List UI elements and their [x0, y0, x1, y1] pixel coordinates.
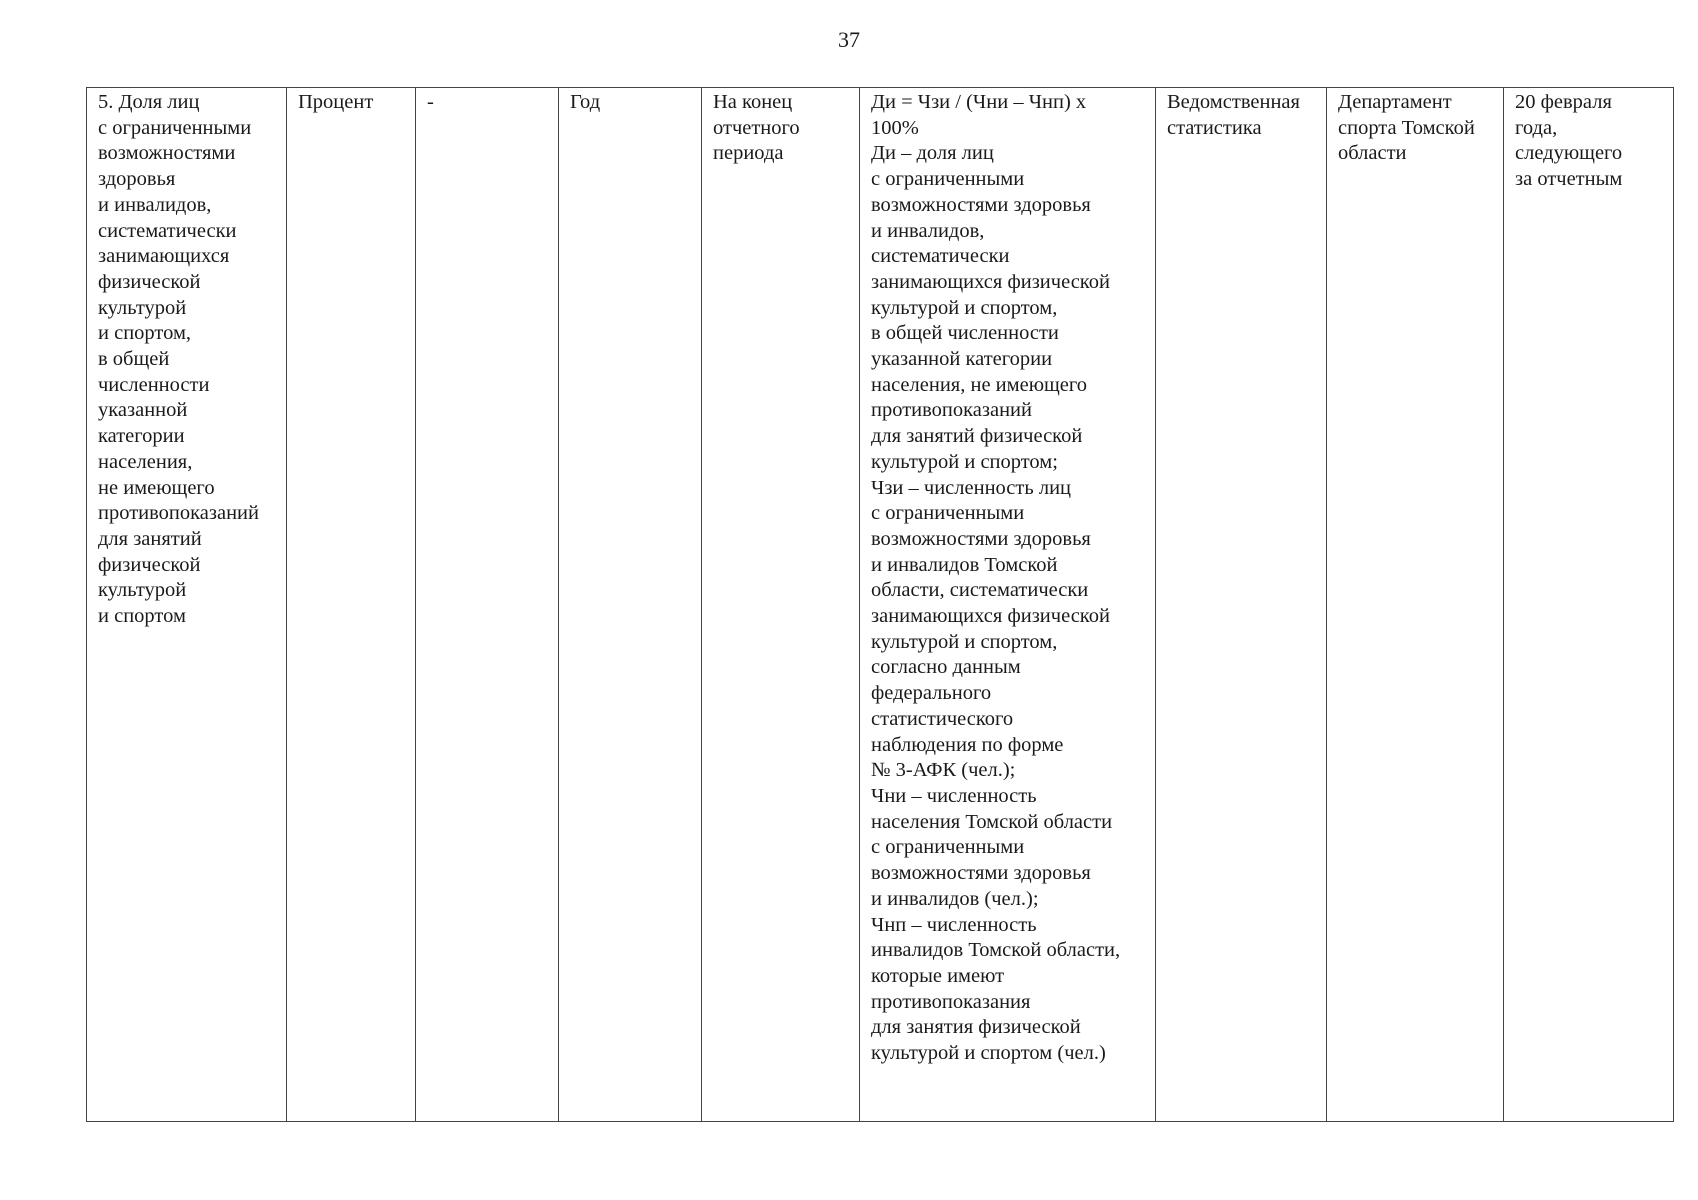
indicator-name-cell: 5. Доля лиц с ограниченными возможностями здоровья и инвалидов, систематически занимающихся физической культурой и спортом, в общей численности указанной категории населения, не имеющего противопоказаний для занятий физической культурой и спортом	[87, 88, 287, 1122]
indicator-table	[86, 87, 1674, 1122]
periodicity-cell: Год	[559, 88, 702, 1122]
page-number: 37	[838, 27, 860, 52]
deadline-cell: 20 февраля года, следующего за отчетным	[1504, 88, 1674, 1122]
dash-cell: -	[416, 88, 559, 1122]
formula-cell: Ди = Чзи / (Чни – Чнп) x 100% Ди – доля лиц с ограниченными возможностями здоровья и инвалидов, систематически занимающихся физической культурой и спортом, в общей численности указанной категории населения, не имеющего противопоказаний для занятий физической культурой и спортом; Чзи – численность лиц с ограниченными возможностями здоровья и инвалидов Томской области, систематически занимающихся физической культурой и спортом, согласно данным федерального статистического наблюдения по форме № 3-АФК (чел.); Чни – численность населения Томской области с ограниченными возможностями здоровья и инвалидов (чел.); Чнп – численность инвалидов Томской области, которые имеют противопоказания для занятия физической культурой и спортом (чел.)	[860, 88, 1156, 1122]
timing-cell: На конец отчетного периода	[702, 88, 860, 1122]
responsible-cell: Департамент спорта Томской области	[1327, 88, 1504, 1122]
source-cell: Ведомственная статистика	[1156, 88, 1327, 1122]
unit-cell: Процент	[287, 88, 416, 1122]
table-row	[87, 88, 1674, 1122]
